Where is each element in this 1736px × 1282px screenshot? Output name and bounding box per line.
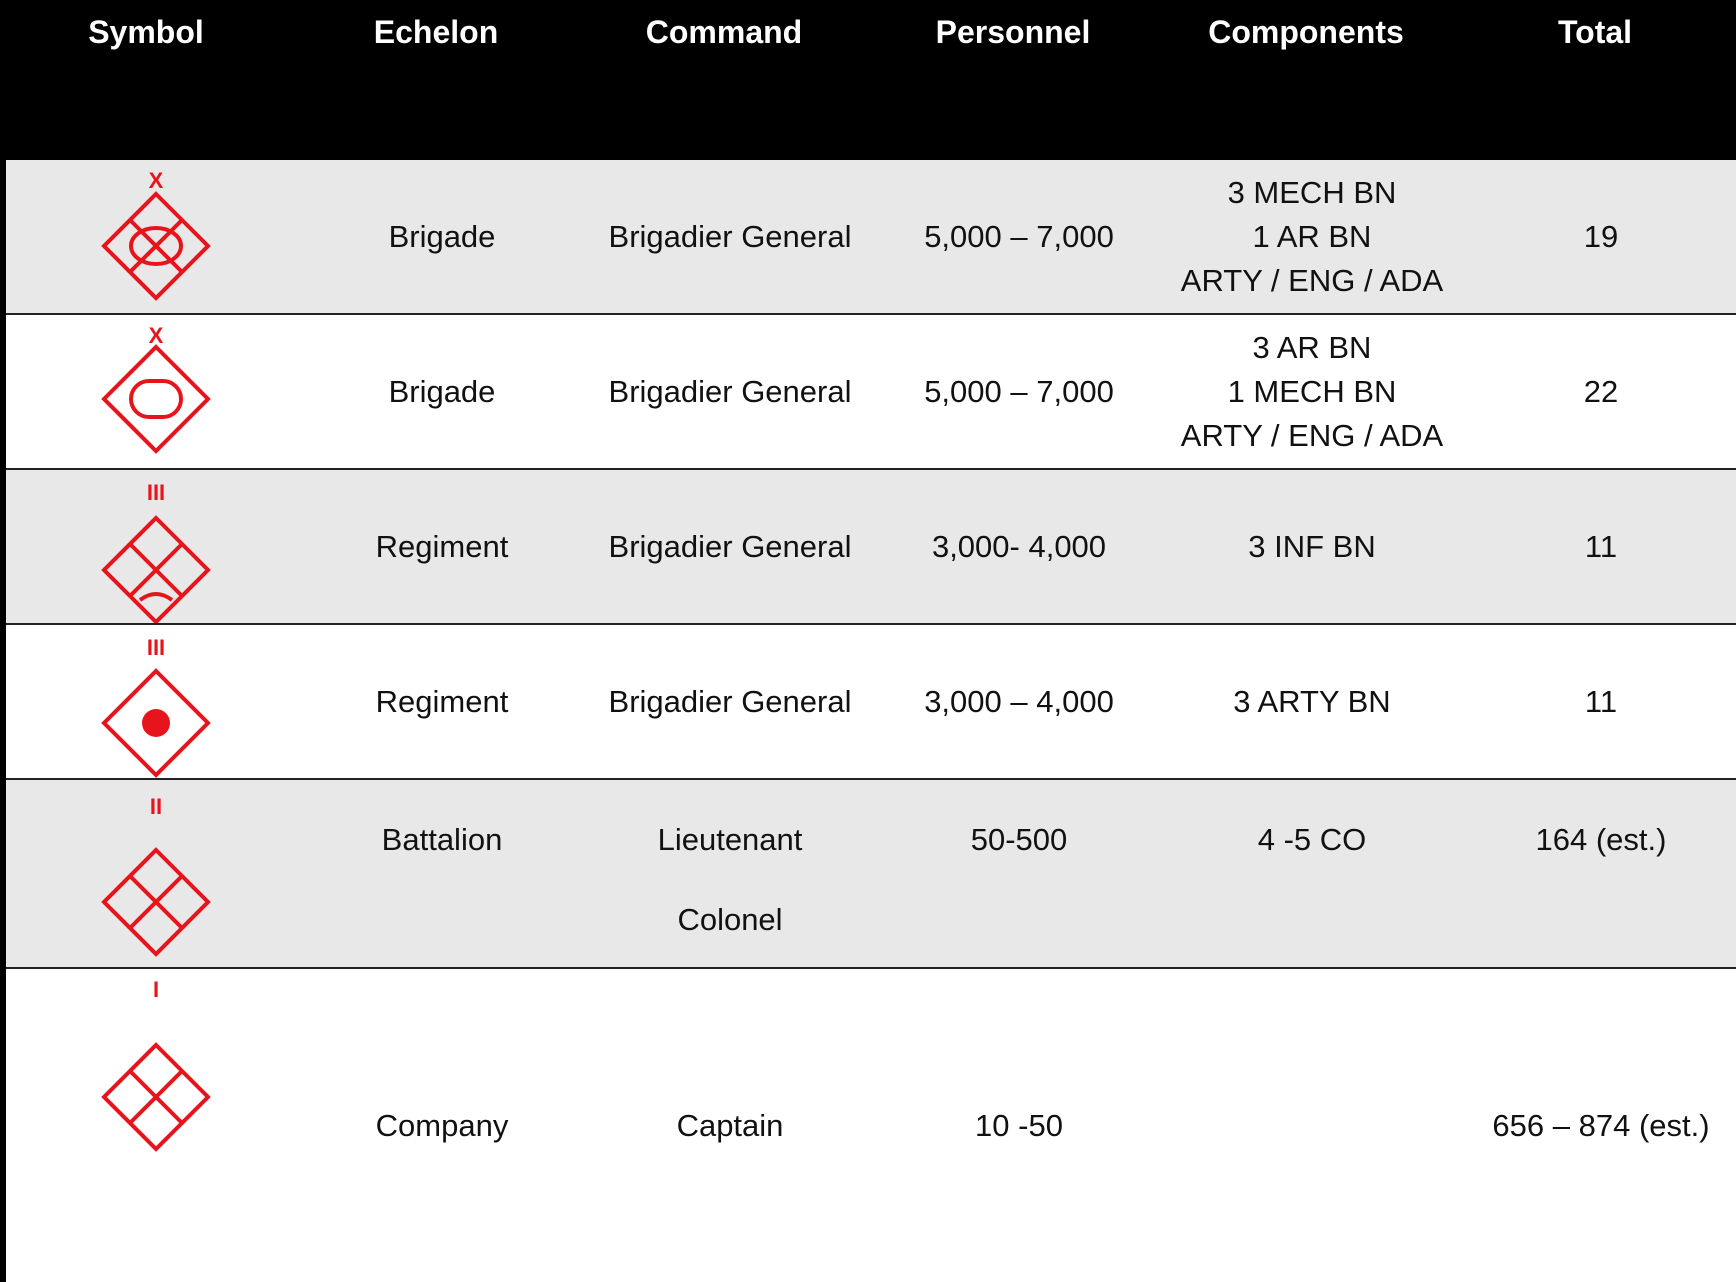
total-cell [1461, 160, 1736, 313]
components-cell [1162, 315, 1462, 468]
echelon-mark: III [146, 480, 166, 505]
total-cell [1461, 969, 1736, 1282]
echelon-cell-line: Company [375, 1107, 509, 1143]
mountain-arc [140, 594, 172, 600]
header-components: Components [1208, 14, 1404, 50]
personnel-cell [884, 315, 1154, 468]
command-cell [590, 625, 870, 778]
total-cell-line: 11 [1584, 683, 1618, 719]
echelon-cell [332, 315, 552, 468]
company-icon [36, 969, 276, 1282]
components-cell [1162, 780, 1462, 967]
personnel-cell-line: 5,000 – 7,000 [924, 373, 1114, 409]
armor-oval [131, 381, 181, 417]
command-cell [590, 315, 870, 468]
total-cell [1461, 780, 1736, 967]
table-header [0, 0, 1736, 160]
command-cell-line: Brigadier General [608, 218, 852, 254]
symbol-cell [36, 470, 276, 623]
infantry-regiment-icon [36, 470, 276, 623]
total-cell-line: 11 [1584, 528, 1618, 564]
echelon-cell-line: Regiment [375, 528, 509, 564]
artillery-regiment-icon [36, 625, 276, 778]
table-row [6, 470, 1736, 625]
personnel-cell [884, 969, 1154, 1282]
components-cell-line: 1 AR BN [1252, 218, 1372, 254]
echelon-cell-line: Brigade [388, 373, 496, 409]
total-cell [1461, 625, 1736, 778]
personnel-cell [884, 780, 1154, 967]
echelon-cell [332, 470, 552, 623]
total-cell [1461, 315, 1736, 468]
total-cell-line: 164 (est.) [1535, 822, 1667, 857]
command-cell-line: Lieutenant [657, 822, 803, 857]
command-cell [590, 780, 870, 967]
echelon-cell-line: Brigade [388, 218, 496, 254]
components-cell-line: 3 MECH BN [1227, 174, 1397, 210]
echelon-mark: II [149, 794, 163, 819]
table-row [6, 315, 1736, 470]
battalion-icon [36, 780, 276, 967]
components-cell-line: 3 INF BN [1248, 528, 1376, 564]
armor-brigade-icon [36, 315, 276, 468]
symbol-cell [36, 315, 276, 468]
table-row [6, 969, 1736, 1282]
total-cell-line: 656 – 874 (est.) [1492, 1107, 1710, 1143]
symbol-cell [36, 625, 276, 778]
components-cell-line: 4 -5 CO [1257, 822, 1367, 857]
echelon-cell [332, 625, 552, 778]
echelon-mark: III [146, 635, 166, 660]
echelon-cell [332, 780, 552, 967]
personnel-cell [884, 625, 1154, 778]
personnel-cell [884, 470, 1154, 623]
command-cell-line: Captain [676, 1107, 784, 1143]
total-cell-line: 22 [1583, 373, 1619, 409]
symbol-cell [36, 780, 276, 967]
command-cell-line: Colonel [677, 902, 783, 937]
components-cell-line: ARTY / ENG / ADA [1180, 262, 1444, 298]
table-row [6, 160, 1736, 315]
header-total: Total [1557, 14, 1633, 50]
components-cell-line: 1 MECH BN [1227, 373, 1397, 409]
echelon-mark: X [148, 323, 164, 348]
personnel-cell-line: 50-500 [970, 822, 1068, 857]
total-cell [1461, 470, 1736, 623]
symbol-cell [36, 969, 276, 1282]
components-cell [1162, 470, 1462, 623]
echelon-cell [332, 969, 552, 1282]
echelon-cell-line: Battalion [381, 822, 503, 857]
table-row [6, 625, 1736, 780]
personnel-cell-line: 10 -50 [975, 1107, 1063, 1143]
mechanized-infantry-brigade-icon [36, 160, 276, 313]
artillery-dot [142, 709, 170, 737]
echelon-mark: X [148, 168, 164, 193]
components-cell [1162, 625, 1462, 778]
command-cell-line: Brigadier General [608, 528, 852, 564]
personnel-cell-line: 5,000 – 7,000 [924, 218, 1114, 254]
personnel-cell-line: 3,000 – 4,000 [924, 683, 1114, 719]
components-cell [1162, 160, 1462, 313]
components-cell-line: 3 AR BN [1252, 329, 1372, 365]
table-row [6, 780, 1736, 969]
symbol-cell [36, 160, 276, 313]
components-cell [1162, 969, 1462, 1282]
frame-diamond [104, 347, 208, 451]
personnel-cell [884, 160, 1154, 313]
echelon-cell [332, 160, 552, 313]
command-cell [590, 470, 870, 623]
components-cell-line: 3 ARTY BN [1233, 683, 1391, 719]
echelon-mark: I [152, 977, 160, 1002]
header-symbol: Symbol [88, 14, 204, 50]
components-cell-line: ARTY / ENG / ADA [1180, 417, 1444, 453]
personnel-cell-line: 3,000- 4,000 [931, 528, 1107, 564]
command-cell [590, 160, 870, 313]
header-command: Command [645, 14, 803, 50]
header-personnel: Personnel [935, 14, 1091, 50]
command-cell-line: Brigadier General [608, 373, 852, 409]
echelon-cell-line: Regiment [375, 683, 509, 719]
total-cell-line: 19 [1583, 218, 1619, 254]
header-echelon: Echelon [373, 14, 499, 50]
command-cell [590, 969, 870, 1282]
command-cell-line: Brigadier General [608, 683, 852, 719]
